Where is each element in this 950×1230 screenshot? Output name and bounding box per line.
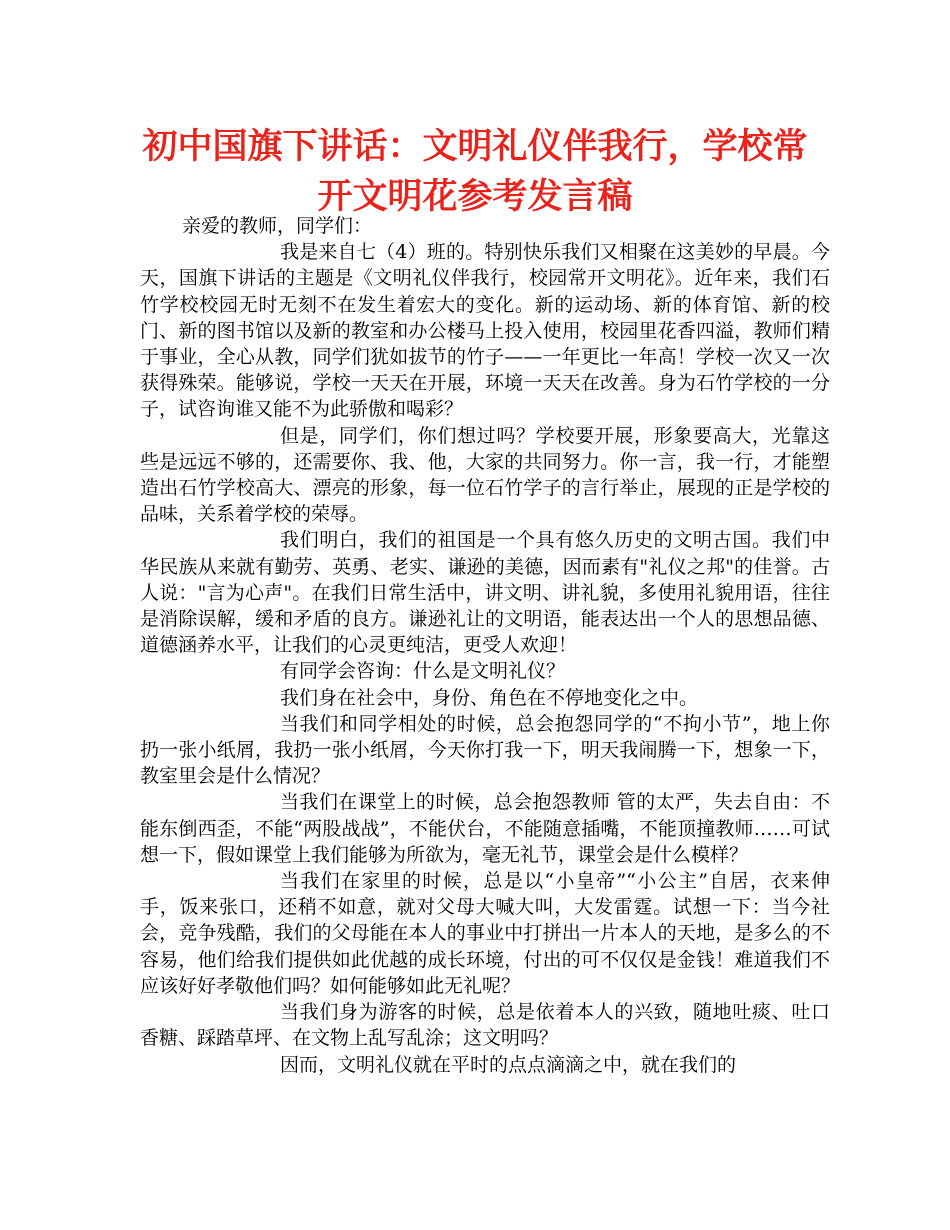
paragraph-4: 有同学会咨询：什么是文明礼仪？: [280, 660, 566, 683]
paragraph-6: 当我们和同学相处的时候，总会抱怨同学的“不拘小节”，地上你扔一张小纸屑，我扔一张小纸屑，今天你打我一下，明天我闹腾一下，想象一下，教室里会是什么情况？: [140, 712, 830, 788]
paragraph-3: 我们明白，我们的祖国是一个具有悠久历史的文明古国。我们中华民族从来就有勤劳、英勇、老实、谦逊的美德，因而素有"礼仪之邦"的佳誉。古人说："言为心声"。在我们日常生活中，讲文明、讲礼貌，多使用礼貌用语，往往是消除误解，缓和矛盾的良方。谦逊礼让的文明语，能表达出一个人的思想品德、道德涵养水平，让我们的心灵更纯洁，更受人欢迎！: [140, 529, 830, 657]
page-title: 初中国旗下讲话：文明礼仪伴我行，学校常开文明花参考发言稿: [142, 127, 808, 217]
paragraph-8: 当我们在家里的时候，总是以“小皇帝”“小公主”自居，衣来伸手，饭来张口，还稍不如意，就对父母大喊大叫，大发雷霆。试想一下：当今社会，竞争残酷，我们的父母能在本人的事业中打拼出一片本人的天地，是多么的不容易，他们给我们提供如此优越的成长环境，付出的可不仅仅是金钱！难道我们不应该好好孝敬他们吗？如何能够如此无礼呢？: [140, 870, 830, 997]
speech-body: [140, 213, 830, 1078]
greeting-line: 亲爱的教师，同学们：: [182, 215, 373, 237]
paragraph-2: 但是，同学们，你们想过吗？学校要开展，形象要高大，光靠这些是远远不够的，还需要你、我、他，大家的共同努力。你一言，我一行，才能塑造出石竹学校高大、漂亮的形象，每一位石竹学子的言行举止，展现的正是学校的品味，关系着学校的荣辱。: [140, 424, 830, 526]
paragraph-10: 因而，文明礼仪就在平时的点点滴滴之中，就在我们的: [280, 1053, 737, 1076]
paragraph-1: 我是来自七（4）班的。特别快乐我们又相聚在这美妙的早晨。今天，国旗下讲话的主题是《文明礼仪伴我行，校园常开文明花》。近年来，我们石竹学校校园无时无刻不在发生着宏大的变化。新的运动场、新的体育馆、新的校门、新的图书馆以及新的教室和办公楼马上投入使用，校园里花香四溢，教师们精于事业，全心从教，同学们犹如拔节的竹子——一年更比一年高！学校一次又一次获得殊荣。能够说，学校一天天在开展，环境一天天在改善。身为石竹学校的一分子，试咨询谁又能不为此骄傲和喝彩？: [140, 241, 830, 421]
paragraph-7: 当我们在课堂上的时候，总会抱怨教师 管的太严，失去自由：不能东倒西歪，不能“两股战战”，不能伏台，不能随意插嘴，不能顶撞教师……可试想一下，假如课堂上我们能够为所欲为，毫无礼节，课堂会是什么模样？: [140, 791, 830, 866]
paragraph-5: 我们身在社会中，身份、角色在不停地变化之中。: [280, 686, 699, 709]
paragraph-9: 当我们身为游客的时候，总是依着本人的兴致，随地吐痰、吐口香糖、踩踏草坪、在文物上乱写乱涂；这文明吗？: [140, 1001, 830, 1050]
